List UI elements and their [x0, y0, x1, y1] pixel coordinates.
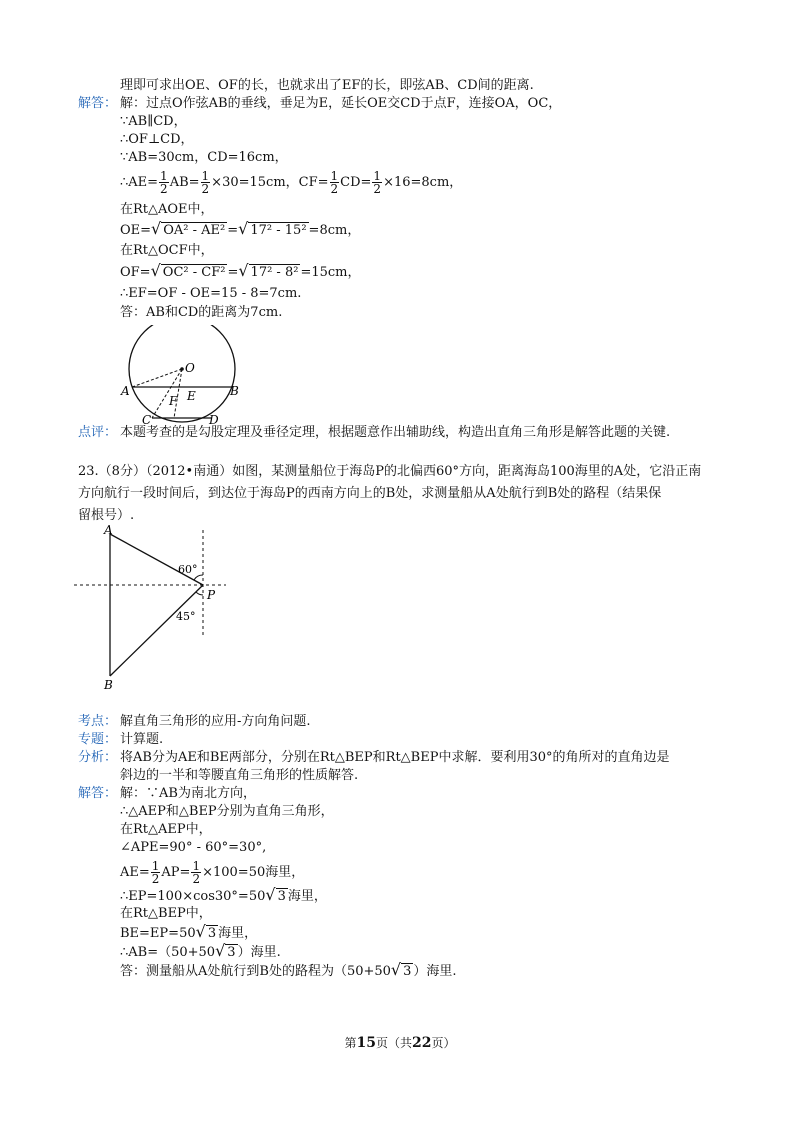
- formula-text: ∴AE=: [120, 175, 159, 190]
- answer-tag: 解答：: [78, 96, 118, 111]
- formula-line: [120, 170, 462, 195]
- sqrt-icon: √: [265, 885, 276, 904]
- kaodian-tag: 考点：: [78, 714, 118, 729]
- formula-line: [120, 961, 457, 981]
- text-line: 解：过点O作弦AB的垂线，垂足为E，延长OE交CD于点F，连接OA，OC，: [120, 96, 562, 111]
- formula-text: =8cm，: [308, 223, 361, 238]
- segment-oc: [152, 369, 182, 418]
- formula-text: 海里，: [287, 889, 327, 904]
- label-a: A: [121, 384, 130, 398]
- label-e: E: [187, 389, 196, 403]
- label-p: P: [207, 588, 216, 602]
- total-pages: 22: [412, 1035, 432, 1051]
- formula-text: =15cm，: [300, 265, 361, 280]
- fraction: $\frac{1}{2}$: [151, 859, 160, 886]
- kaodian-text: 解直角三角形的应用-方向角问题.: [120, 714, 311, 729]
- side-bp: [110, 585, 203, 676]
- page-number: 15: [356, 1035, 376, 1051]
- radicand: 3: [207, 926, 217, 941]
- formula-text: =: [227, 265, 239, 280]
- formula-line: [120, 860, 304, 885]
- side-ap: [110, 534, 203, 585]
- formula-text: BE=EP=50: [120, 926, 196, 941]
- formula-text: ×100=50海里，: [202, 865, 305, 880]
- angle-arc-45: [196, 592, 203, 595]
- text-line: 理即可求出OE、OF的长，也就求出了EF的长，即弦AB、CD间的距离.: [120, 78, 534, 93]
- formula-text: ×30=15cm，CF=: [211, 175, 329, 190]
- fraction: $\frac{1}{2}$: [330, 169, 339, 196]
- radicand: OA² - AE²: [163, 223, 226, 238]
- zhuanti-text: 计算题.: [120, 732, 164, 747]
- formula-text: ∴AB=（50+50: [120, 945, 216, 960]
- formula-text: ）海里.: [237, 945, 281, 960]
- text-line: 在Rt△BEP中，: [120, 906, 212, 921]
- formula-text: OF=: [120, 265, 151, 280]
- formula-text: ∴EP=100×cos30°=50: [120, 889, 266, 904]
- sqrt-icon: √: [195, 922, 206, 941]
- triangle-figure: [70, 522, 235, 694]
- text-line: 解：∵AB为南北方向，: [120, 786, 256, 801]
- label-o: O: [185, 361, 195, 375]
- label-a: A: [104, 523, 113, 537]
- comment-tag: 点评：: [78, 425, 118, 440]
- formula-line: [120, 220, 360, 240]
- formula-text: AB=: [169, 175, 200, 190]
- radicand: 17² - 15²: [250, 223, 307, 238]
- text-line: ∴△AEP和△BEP分别为直角三角形，: [120, 804, 334, 819]
- fraction: $\frac{1}{2}$: [160, 169, 168, 196]
- text-line: ∴OF⊥CD，: [120, 132, 194, 147]
- formula-line: [120, 262, 361, 282]
- text-line: 在Rt△AEP中，: [120, 822, 212, 837]
- text-line: ∵AB∥CD，: [120, 114, 187, 129]
- circle: [129, 325, 235, 422]
- question-line: 留根号）.: [78, 508, 135, 523]
- formula-text: CD=: [340, 175, 372, 190]
- question-line: 23.（8分）（2012•南通）如图，某测量船位于海岛P的北偏西60°方向，距离海岛100海里的A处，它沿正南: [78, 464, 702, 479]
- label-b: B: [104, 678, 113, 692]
- text-line: 在Rt△OCF中，: [120, 243, 214, 258]
- fraction: $\frac{1}{2}$: [201, 169, 210, 196]
- comment-text: 本题考查的是勾股定理及垂径定理，根据题意作出辅助线，构造出直角三角形是解答此题的关键.: [120, 425, 671, 440]
- formula-line: [120, 942, 281, 962]
- sqrt-icon: √: [151, 219, 162, 238]
- formula-line: [120, 923, 257, 943]
- text-line: ∵AB=30cm，CD=16cm，: [120, 150, 288, 165]
- circle-figure: [116, 325, 256, 427]
- formula-text: AP=: [161, 865, 191, 880]
- formula-text: =: [227, 223, 239, 238]
- answer-tag: 解答：: [78, 786, 118, 801]
- label-b: B: [230, 384, 239, 398]
- fraction: $\frac{1}{2}$: [373, 169, 382, 196]
- question-line: 方向航行一段时间后，到达位于海岛P的西南方向上的B处，求测量船从A处航行到B处的路程（结果保: [78, 486, 662, 501]
- analysis-text: 将AB分为AE和BE两部分，分别在Rt△BEP和Rt△BEP中求解．要利用30°的角所对的直角边是: [120, 750, 670, 765]
- sqrt-icon: √: [238, 261, 249, 280]
- fraction: $\frac{1}{2}$: [192, 859, 201, 886]
- sqrt-icon: √: [215, 941, 226, 960]
- radicand: OC² - CF²: [162, 265, 226, 280]
- radicand: 3: [277, 889, 286, 904]
- text-line: ∴EF=OF - OE=15 - 8=7cm.: [120, 286, 302, 301]
- analysis-text: 斜边的一半和等腰直角三角形的性质解答.: [120, 768, 359, 783]
- formula-text: AE=: [120, 865, 150, 880]
- radicand: 17² - 8²: [250, 265, 299, 280]
- angle-label-45: 45°: [176, 610, 196, 623]
- formula-text: ×16=8cm，: [383, 175, 463, 190]
- center-point: [180, 367, 184, 371]
- formula-text: ）海里.: [413, 964, 457, 979]
- sqrt-icon: √: [150, 261, 161, 280]
- footer-text: 第: [344, 1036, 357, 1050]
- segment-oa: [132, 369, 182, 387]
- radicand: 3: [227, 945, 236, 960]
- formula-text: OE=: [120, 223, 152, 238]
- formula-line: [120, 886, 327, 906]
- angle-label-60: 60°: [178, 563, 198, 576]
- formula-text: 答：测量船从A处航行到B处的路程为（50+50: [120, 964, 391, 979]
- text-line: 答：AB和CD的距离为7cm.: [120, 305, 283, 320]
- radicand: 3: [403, 964, 412, 979]
- label-f: F: [169, 394, 178, 408]
- label-c: C: [142, 413, 152, 427]
- analysis-tag: 分析：: [78, 750, 118, 765]
- page-footer: [0, 1035, 800, 1051]
- footer-text: 页）: [431, 1036, 456, 1050]
- footer-text: 页（共: [375, 1036, 412, 1050]
- sqrt-icon: √: [390, 960, 402, 979]
- formula-text: 海里，: [218, 926, 258, 941]
- label-d: D: [209, 413, 219, 427]
- sqrt-icon: √: [238, 219, 249, 238]
- zhuanti-tag: 专题：: [78, 732, 118, 747]
- text-line: 在Rt△AOE中，: [120, 202, 214, 217]
- text-line: ∠APE=90° - 60°=30°,: [120, 840, 267, 855]
